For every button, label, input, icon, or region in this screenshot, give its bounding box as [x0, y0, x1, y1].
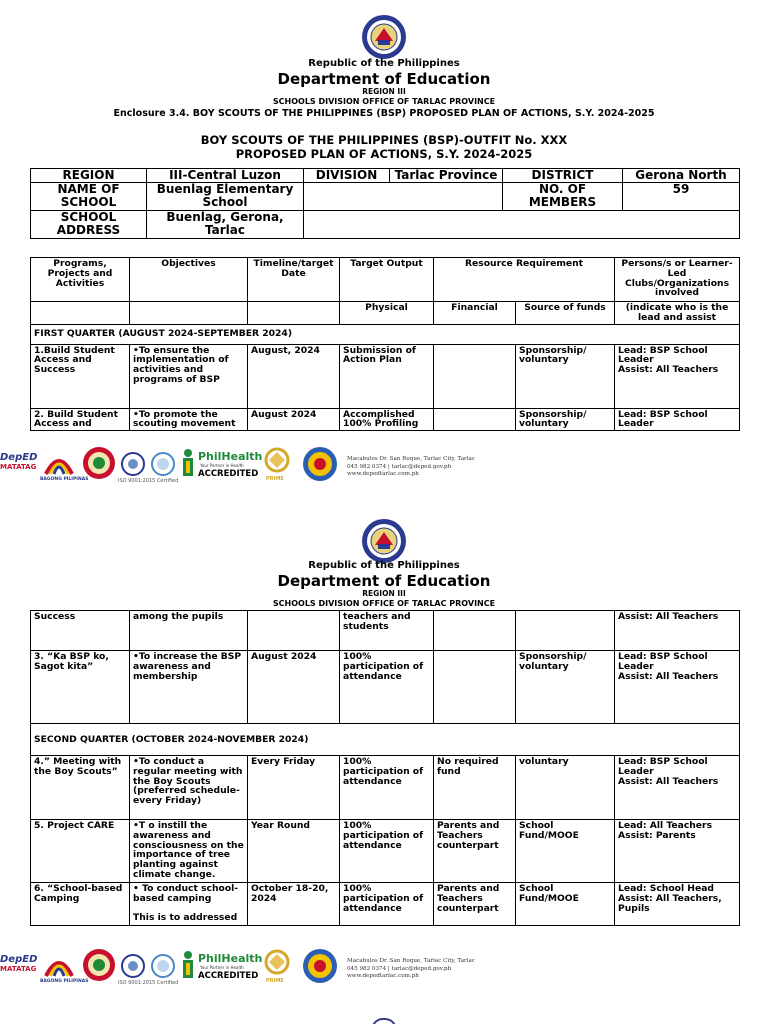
accredited-text: ACCREDITED	[198, 469, 259, 479]
division-seal-icon	[82, 446, 116, 480]
plan-table-page1	[30, 257, 740, 431]
col-header-target: Target Output	[340, 258, 434, 302]
persons-cell: Lead: BSP School Leader Assist: All Teachers	[615, 651, 740, 724]
timeline-cell: August 2024	[248, 408, 340, 431]
philhealth-figure-icon	[180, 448, 196, 478]
timeline-cell: August 2024	[248, 651, 340, 724]
table-row	[31, 408, 740, 431]
col-header-physical: Physical	[340, 302, 434, 325]
footer-logos	[0, 944, 768, 992]
philhealth-tagline: Your Partner in Health	[200, 463, 244, 468]
deped-matatag-logo	[0, 452, 38, 482]
sdo-heading: SCHOOLS DIVISION OFFICE OF TARLAC PROVINCE	[272, 599, 496, 608]
objective-cell: •To ensure the implementation of activities and programs of BSP	[130, 344, 248, 408]
physical-cell: teachers and students	[340, 611, 434, 651]
timeline-cell	[248, 611, 340, 651]
program-cell: 4.” Meeting with the Boy Scouts”	[31, 756, 130, 820]
document-page-1	[0, 0, 768, 500]
empty-cell	[31, 302, 130, 325]
empty-cell	[130, 302, 248, 325]
footer-address	[347, 456, 475, 479]
region-value: III-Central Luzon	[147, 169, 304, 183]
timeline-cell: Every Friday	[248, 756, 340, 820]
program-cell: 3. “Ka BSP ko, Sagot kita”	[31, 651, 130, 724]
division-value: Tarlac Province	[390, 169, 503, 183]
table-row	[31, 820, 740, 883]
district-label: DISTRICT	[503, 169, 623, 183]
district-value: Gerona North	[623, 169, 740, 183]
financial-cell	[434, 611, 516, 651]
tarlac-division-seal-icon	[302, 446, 338, 482]
col-header-timeline: Timeline/target Date	[248, 258, 340, 302]
col-header-resource: Resource Requirement	[434, 258, 615, 302]
department-heading: Department of Education	[277, 70, 491, 88]
bagong-pilipinas-text: BAGONG PILIPINAS	[40, 477, 89, 482]
persons-cell: Lead: All Teachers Assist: Parents	[615, 820, 740, 883]
table-row	[31, 611, 740, 651]
bagong-pilipinas-text: BAGONG PILIPINAS	[40, 979, 89, 984]
enclosure-heading: Enclosure 3.4. BOY SCOUTS OF THE PHILIPPINES (BSP) PROPOSED PLAN OF ACTIONS, S.Y. 2024-2025	[113, 108, 655, 119]
plan-table-page2	[30, 610, 740, 926]
objective-cell: • To conduct school-based camping This is to addressed	[130, 883, 248, 926]
financial-cell	[434, 344, 516, 408]
prime-hrm-logo-icon	[257, 948, 297, 982]
certification-logo-icon	[151, 452, 175, 476]
members-label: NO. OF MEMBERS	[503, 183, 623, 211]
school-info-table	[30, 168, 740, 239]
empty-cell	[304, 211, 740, 239]
philhealth-logo-text: PhilHealth	[198, 952, 263, 965]
program-cell: 5. Project CARE	[31, 820, 130, 883]
physical-cell: 100% participation of attendance	[340, 883, 434, 926]
physical-cell: Accomplished 100% Profiling	[340, 408, 434, 431]
table-row	[31, 756, 740, 820]
bagong-pilipinas-logo-icon	[42, 448, 76, 476]
source-cell: Sponsorship/ voluntary	[516, 408, 615, 431]
quarter-heading-second: SECOND QUARTER (OCTOBER 2024-NOVEMBER 2024)	[31, 724, 740, 756]
deped-seal-icon	[361, 14, 407, 60]
source-cell: Sponsorship/ voluntary	[516, 344, 615, 408]
bagong-pilipinas-logo-icon	[42, 950, 76, 978]
sdo-heading: SCHOOLS DIVISION OFFICE OF TARLAC PROVINCE	[272, 97, 496, 106]
program-cell: 6. “School-based Camping	[31, 883, 130, 926]
plan-title-line2: PROPOSED PLAN OF ACTIONS, S.Y. 2024-2025	[235, 147, 533, 161]
source-cell: Sponsorship/ voluntary	[516, 651, 615, 724]
source-cell: voluntary	[516, 756, 615, 820]
tarlac-division-seal-icon	[302, 948, 338, 984]
prime-text: PRIME	[266, 476, 284, 482]
deped-logo-text: DepED	[0, 452, 38, 463]
website-line: www.depedtarlac.com.ph	[347, 973, 419, 980]
timeline-cell: August, 2024	[248, 344, 340, 408]
timeline-cell: Year Round	[248, 820, 340, 883]
financial-cell	[434, 651, 516, 724]
financial-cell: Parents and Teachers counterpart	[434, 820, 516, 883]
philhealth-logo-text: PhilHealth	[198, 450, 263, 463]
financial-cell: Parents and Teachers counterpart	[434, 883, 516, 926]
republic-heading: Republic of the Philippines	[308, 58, 460, 69]
philhealth-tagline: Your Partner in Health	[200, 965, 244, 970]
address-line: Macabulos Dr. San Roque, Tarlac City, Tarlac	[347, 456, 475, 462]
iso-logo-icon	[119, 954, 147, 978]
iso-certified-text: ISO 9001:2015 Certified	[118, 478, 179, 484]
matatag-logo-text: MATATAG	[0, 965, 37, 973]
program-cell: 1.Build Student Access and Success	[31, 344, 130, 408]
deped-matatag-logo	[0, 954, 38, 984]
iso-certified-text: ISO 9001:2015 Certified	[118, 980, 179, 986]
col-header-financial: Financial	[434, 302, 516, 325]
persons-cell: Assist: All Teachers	[615, 611, 740, 651]
region-heading: REGION III	[362, 589, 406, 598]
table-row	[31, 883, 740, 926]
col-header-source: Source of funds	[516, 302, 615, 325]
program-cell: Success	[31, 611, 130, 651]
col-header-indicate: (indicate who is the lead and assist	[615, 302, 740, 325]
persons-cell: Lead: BSP School Leader Assist: All Teachers	[615, 344, 740, 408]
deped-seal-icon	[361, 518, 407, 564]
certification-logo-icon	[151, 954, 175, 978]
website-line: www.depedtarlac.com.ph	[347, 471, 419, 478]
table-row	[31, 344, 740, 408]
quarter-heading-first: FIRST QUARTER (AUGUST 2024-SEPTEMBER 2024)	[31, 324, 740, 344]
persons-cell: Lead: BSP School Leader Assist: All Teachers	[615, 756, 740, 820]
source-cell	[516, 611, 615, 651]
document-page-2	[0, 502, 768, 1002]
footer-logos	[0, 442, 768, 490]
financial-cell: No required fund	[434, 756, 516, 820]
plan-title-line1: BOY SCOUTS OF THE PHILIPPINES (BSP)-OUTFIT No. XXX	[200, 133, 568, 147]
objective-cell: •To increase the BSP awareness and membership	[130, 651, 248, 724]
region-label: REGION	[31, 169, 147, 183]
col-header-programs: Programs, Projects and Activities	[31, 258, 130, 302]
philhealth-figure-icon	[180, 950, 196, 980]
region-heading: REGION III	[362, 87, 406, 96]
next-page-seal-fragment-icon	[371, 1018, 397, 1024]
contact-line: 045 982 0374 | tarlac@deped.gov.ph	[347, 965, 452, 972]
persons-cell: Lead: School Head Assist: All Teachers, Pupils	[615, 883, 740, 926]
physical-cell: 100% participation of attendance	[340, 651, 434, 724]
iso-logo-icon	[119, 452, 147, 476]
source-cell: School Fund/MOOE	[516, 883, 615, 926]
col-header-objectives: Objectives	[130, 258, 248, 302]
division-seal-icon	[82, 948, 116, 982]
prime-text: PRIME	[266, 978, 284, 984]
objective-cell: •To promote the scouting movement	[130, 408, 248, 431]
physical-cell: 100% participation of attendance	[340, 820, 434, 883]
col-header-persons: Persons/s or Learner-Led Clubs/Organizations involved	[615, 258, 740, 302]
contact-line: 045 982 0374 | tarlac@deped.gov.ph	[347, 463, 452, 470]
school-address-value: Buenlag, Gerona, Tarlac	[147, 211, 304, 239]
timeline-cell: October 18-20, 2024	[248, 883, 340, 926]
source-cell: School Fund/MOOE	[516, 820, 615, 883]
republic-heading: Republic of the Philippines	[308, 560, 460, 571]
prime-hrm-logo-icon	[257, 446, 297, 480]
empty-cell	[248, 302, 340, 325]
accredited-text: ACCREDITED	[198, 971, 259, 981]
table-row	[31, 651, 740, 724]
members-value: 59	[623, 183, 740, 211]
empty-cell	[304, 183, 503, 211]
physical-cell: 100% participation of attendance	[340, 756, 434, 820]
address-line: Macabulos Dr. San Roque, Tarlac City, Tarlac	[347, 958, 475, 964]
footer-address	[347, 958, 475, 981]
matatag-logo-text: MATATAG	[0, 463, 37, 471]
school-name-label: NAME OF SCHOOL	[31, 183, 147, 211]
program-cell: 2. Build Student Access and	[31, 408, 130, 431]
department-heading: Department of Education	[277, 572, 491, 590]
objective-cell: •T o instill the awareness and consciousness on the importance of tree planting against climate change.	[130, 820, 248, 883]
persons-cell: Lead: BSP School Leader	[615, 408, 740, 431]
objective-cell: among the pupils	[130, 611, 248, 651]
physical-cell: Submission of Action Plan	[340, 344, 434, 408]
division-label: DIVISION	[304, 169, 390, 183]
objective-cell: •To conduct a regular meeting with the Boy Scouts (preferred schedule-every Friday)	[130, 756, 248, 820]
deped-logo-text: DepED	[0, 954, 38, 965]
financial-cell	[434, 408, 516, 431]
school-address-label: SCHOOL ADDRESS	[31, 211, 147, 239]
school-name-value: Buenlag Elementary School	[147, 183, 304, 211]
